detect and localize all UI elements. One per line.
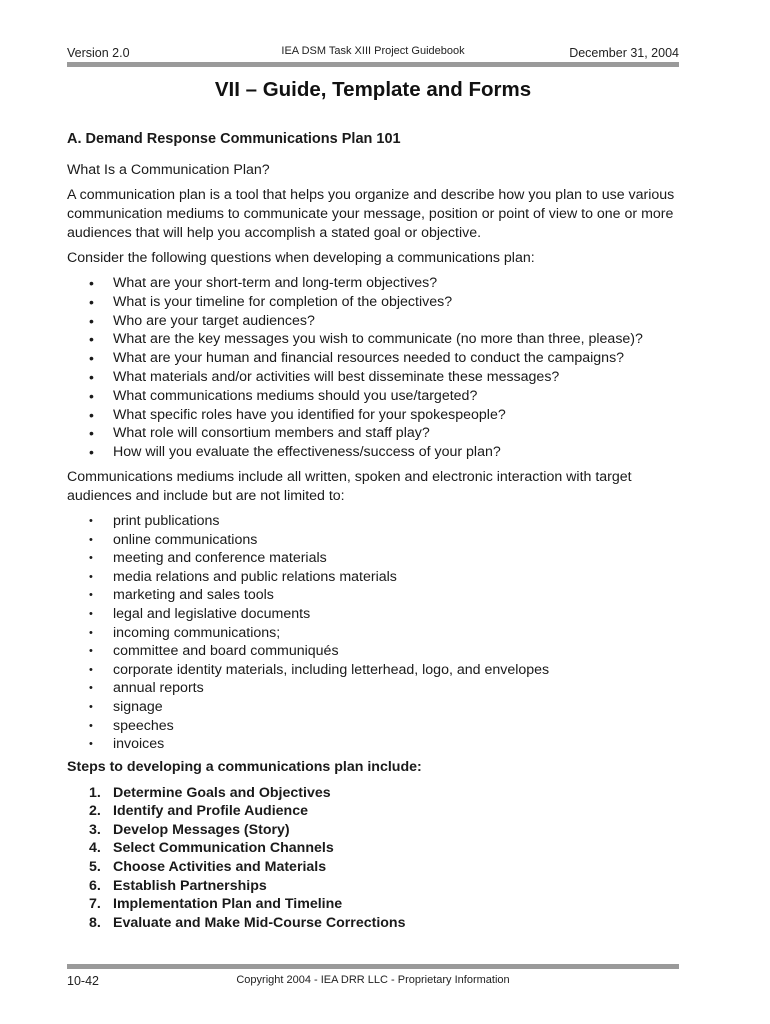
main-content [67, 130, 679, 932]
list-item: • print publications [67, 512, 679, 531]
steps-heading: Steps to developing a communications plan include: [67, 758, 422, 775]
list-item: • committee and board communiqués [67, 642, 679, 661]
list-item: • signage [67, 698, 679, 717]
page-footer [67, 972, 679, 992]
section-question: What Is a Communication Plan? [67, 162, 270, 178]
list-item: • media relations and public relations materials [67, 568, 679, 587]
step-number: 5. [89, 859, 101, 876]
list-item: • What are the key messages you wish to communicate (no more than three, please)? [67, 330, 679, 349]
list-item: • What communications mediums should you use/targeted? [67, 387, 679, 406]
step-number: 1. [89, 784, 101, 801]
intro-paragraph: A communication plan is a tool that helps you organize and describe how you plan to use various communication mediums to communicate your message, position or point of view to one or more audiences that will help you accomplish a stated goal or objective. [67, 187, 675, 241]
step-item [67, 858, 679, 877]
list-item: • What is your timeline for completion of the objectives? [67, 293, 679, 312]
step-number: 2. [89, 803, 101, 820]
list-item: • corporate identity materials, including letterhead, logo, and envelopes [67, 661, 679, 680]
page-title: VII – Guide, Template and Forms [214, 78, 532, 101]
step-text: Select Communication Channels [113, 840, 334, 857]
list-item: • invoices [67, 735, 679, 754]
step-number: 8. [89, 914, 101, 931]
document-date: December 31, 2004 [569, 46, 679, 60]
list-item: • What specific roles have you identified for your spokespeople? [67, 406, 679, 425]
list-item: • annual reports [67, 679, 679, 698]
header-divider [67, 62, 679, 67]
step-item [67, 839, 679, 858]
consider-paragraph: Consider the following questions when developing a communications plan: [67, 250, 535, 266]
step-text: Determine Goals and Objectives [113, 784, 331, 801]
section-heading: A. Demand Response Communications Plan 101 [67, 131, 401, 147]
list-item: • marketing and sales tools [67, 586, 679, 605]
questions-list [67, 274, 679, 462]
step-number: 4. [89, 840, 101, 857]
step-text: Identify and Profile Audience [113, 803, 308, 820]
list-item: • Who are your target audiences? [67, 312, 679, 331]
footer-divider [67, 964, 679, 969]
step-item [67, 784, 679, 803]
page-header [67, 43, 679, 61]
list-item: • What are your human and financial resources needed to conduct the campaigns? [67, 349, 679, 368]
version-label: Version 2.0 [67, 46, 130, 60]
list-item: • How will you evaluate the effectiveness/success of your plan? [67, 443, 679, 462]
mediums-list [67, 512, 679, 754]
list-item: • What are your short-term and long-term objectives? [67, 274, 679, 293]
step-number: 3. [89, 821, 101, 838]
step-item [67, 895, 679, 914]
step-item [67, 877, 679, 896]
step-text: Choose Activities and Materials [113, 859, 327, 876]
step-text: Evaluate and Make Mid-Course Corrections [113, 914, 406, 931]
step-number: 7. [89, 896, 101, 913]
list-item: • meeting and conference materials [67, 549, 679, 568]
mediums-paragraph: Communications mediums include all written, spoken and electronic interaction with target audiences and include but are not limited to: [67, 468, 632, 504]
step-number: 6. [89, 877, 101, 894]
step-text: Develop Messages (Story) [113, 821, 290, 838]
step-text: Establish Partnerships [113, 877, 267, 894]
list-item: • What materials and/or activities will best disseminate these messages? [67, 368, 679, 387]
list-item: • What role will consortium members and staff play? [67, 424, 679, 443]
step-item [67, 914, 679, 933]
document-title: IEA DSM Task XIII Project Guidebook [281, 45, 465, 57]
list-item: • speeches [67, 717, 679, 736]
steps-list [67, 784, 679, 933]
step-item [67, 802, 679, 821]
copyright-notice: Copyright 2004 - IEA DRR LLC - Proprietary Information [236, 974, 510, 986]
step-text: Implementation Plan and Timeline [113, 896, 343, 913]
list-item: • incoming communications; [67, 624, 679, 643]
page-number: 10-42 [67, 974, 99, 988]
list-item: • legal and legislative documents [67, 605, 679, 624]
list-item: • online communications [67, 531, 679, 550]
step-item [67, 821, 679, 840]
